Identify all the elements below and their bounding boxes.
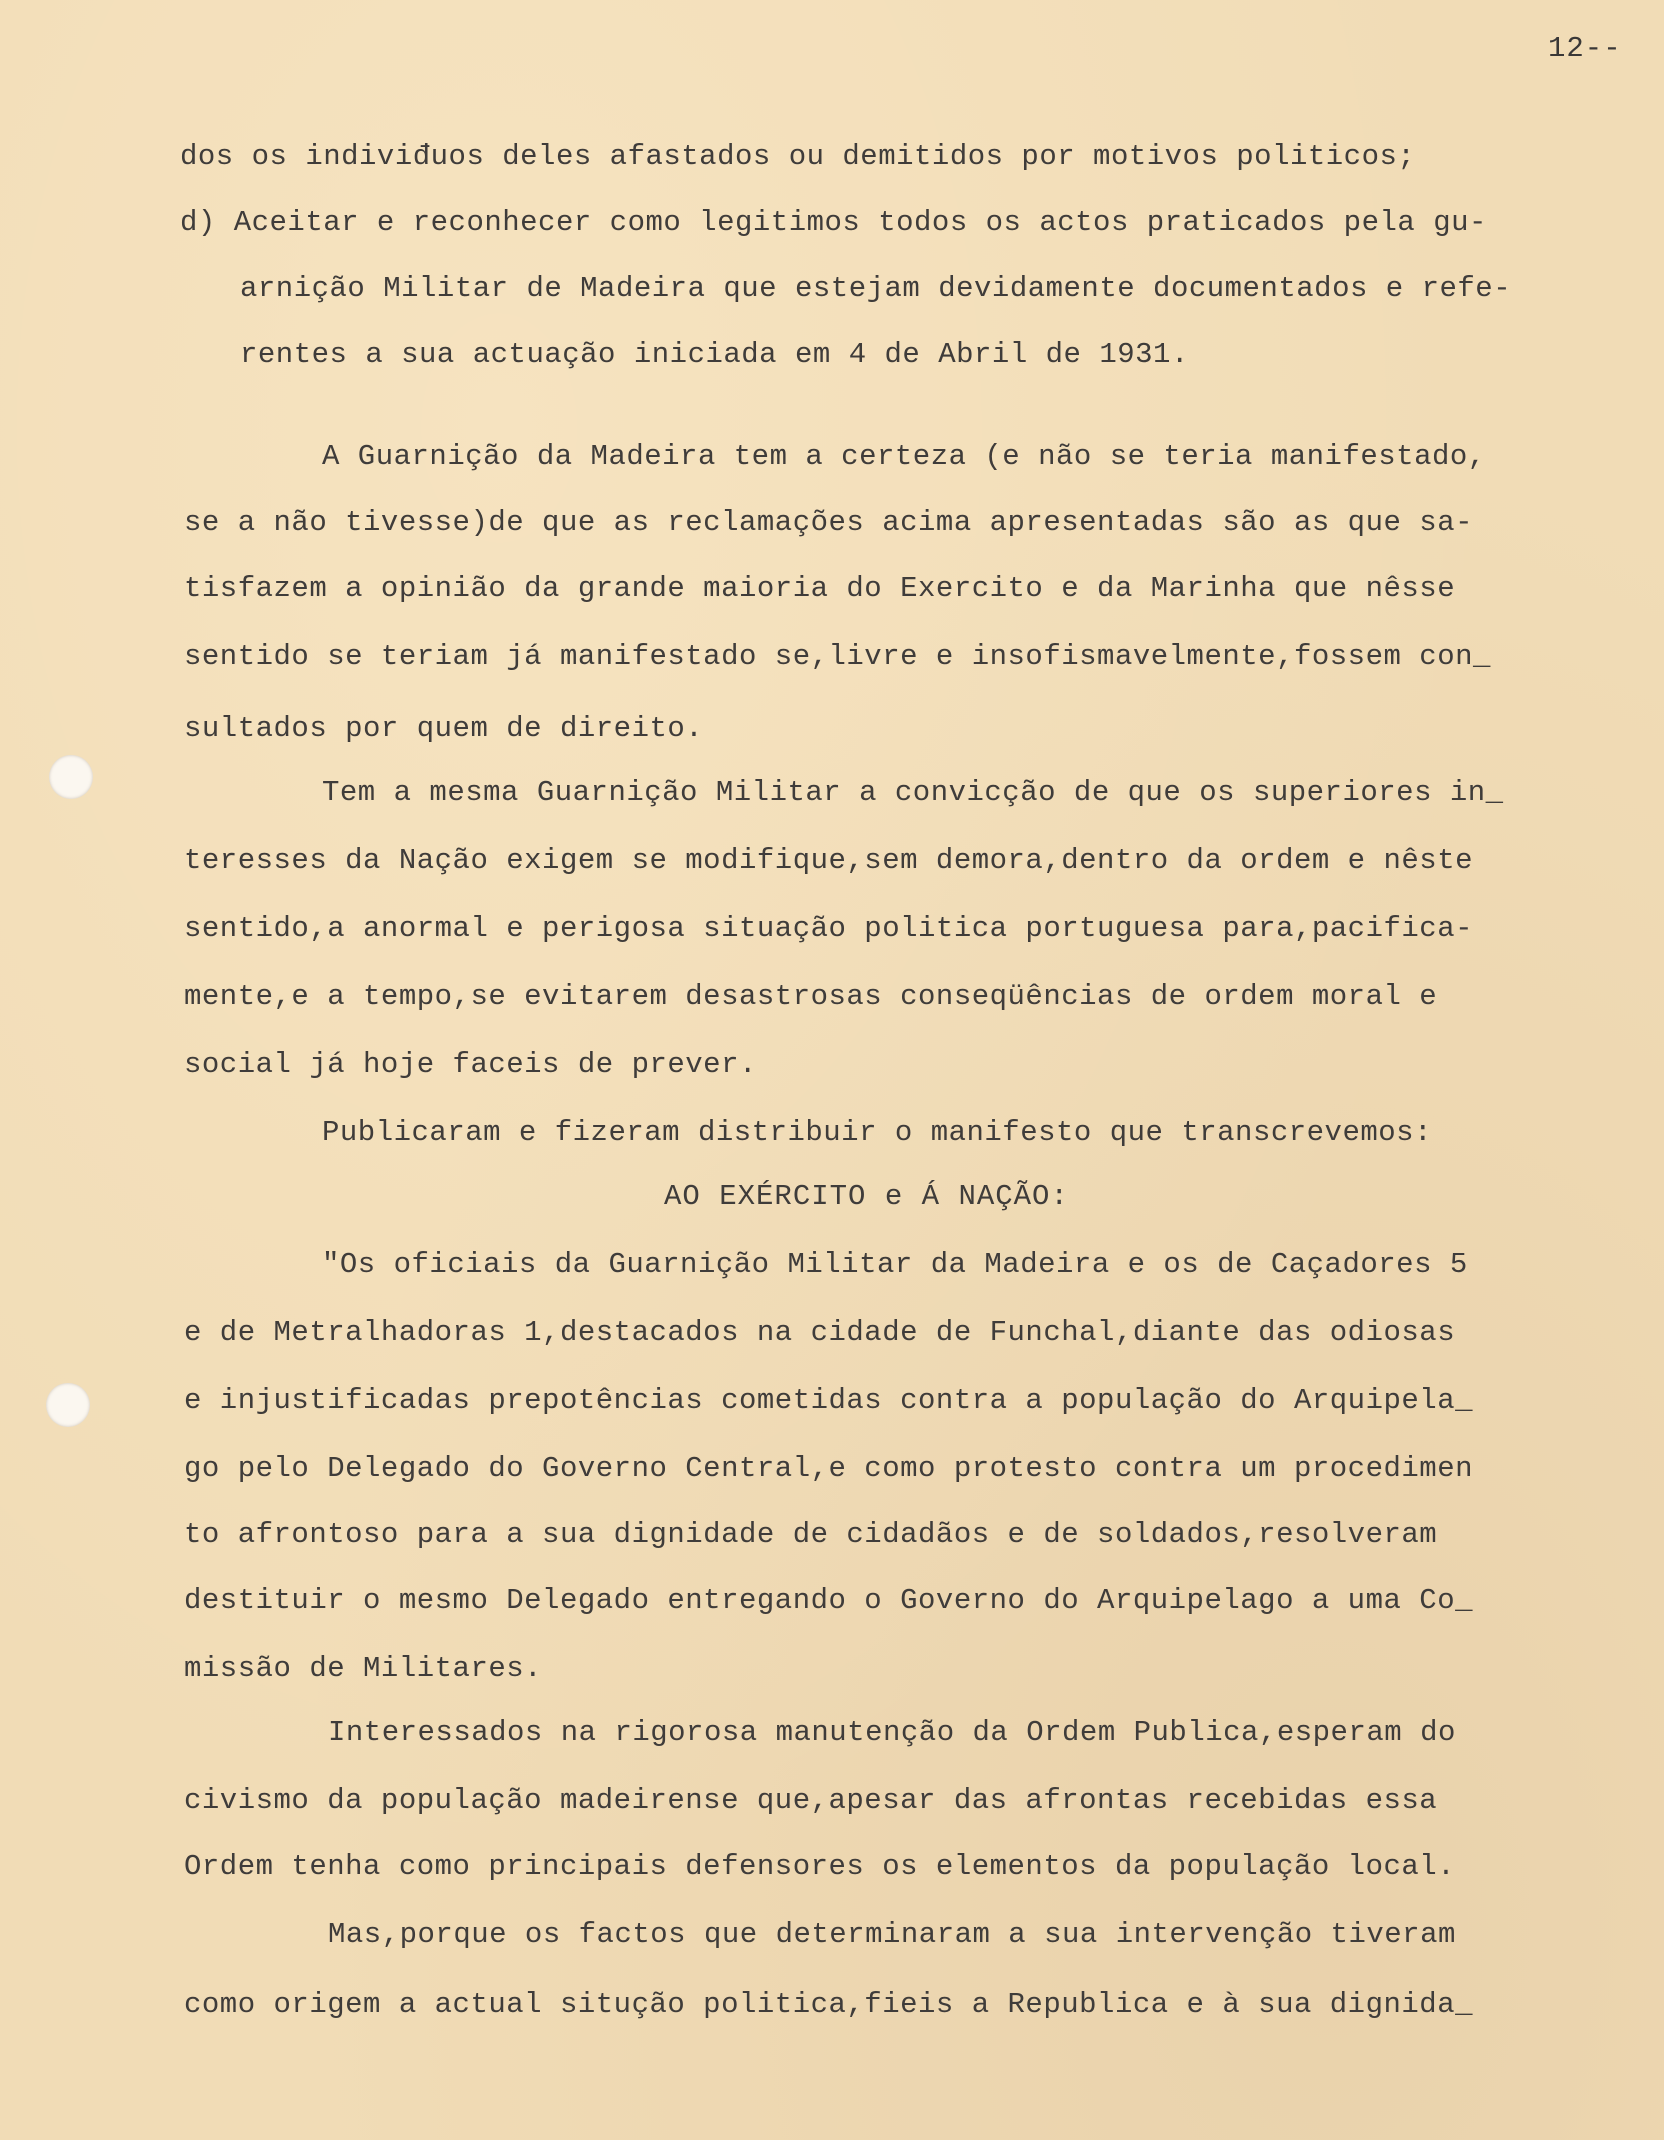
text-line: e injustificadas prepotências cometidas contra a população do Arquipela_ <box>184 1384 1474 1417</box>
text-line: dos os indiviđuos deles afastados ou demitidos por motivos politicos; <box>180 140 1416 173</box>
text-line: tisfazem a opinião da grande maioria do Exercito e da Marinha que nêsse <box>184 572 1456 605</box>
punch-hole <box>46 1383 90 1427</box>
text-line: missão de Militares. <box>184 1652 543 1685</box>
text-line: teresses da Nação exigem se modifique,sem demora,dentro da ordem e nêste <box>184 844 1474 877</box>
text-line: Mas,porque os factos que determinaram a sua intervenção tiveram <box>328 1918 1456 1951</box>
text-line: Tem a mesma Guarnição Militar a convicção de que os superiores in_ <box>322 776 1504 809</box>
text-line: go pelo Delegado do Governo Central,e como protesto contra um procedimen <box>184 1452 1474 1485</box>
text-line: mente,e a tempo,se evitarem desastrosas conseqüências de ordem moral e <box>184 980 1438 1013</box>
text-line: arnição Militar de Madeira que estejam devidamente documentados e refe- <box>240 272 1512 305</box>
text-line: Publicaram e fizeram distribuir o manifesto que transcrevemos: <box>322 1116 1432 1149</box>
manifesto-title: AO EXÉRCITO e Á NAÇÃO: <box>664 1180 1069 1213</box>
text-line: sentido,a anormal e perigosa situação politica portuguesa para,pacifica- <box>184 912 1474 945</box>
text-line: sultados por quem de direito. <box>184 712 704 745</box>
text-line: Ordem tenha como principais defensores os elementos da população local. <box>184 1850 1456 1883</box>
text-line: rentes a sua actuação iniciada em 4 de Abril de 1931. <box>240 338 1189 371</box>
text-line: e de Metralhadoras 1,destacados na cidade de Funchal,diante das odiosas <box>184 1316 1456 1349</box>
text-line: Interessados na rigorosa manutenção da Ordem Publica,esperam do <box>328 1716 1456 1749</box>
text-line: d) Aceitar e reconhecer como legitimos todos os actos praticados pela gu- <box>180 206 1487 239</box>
text-line: "Os oficiais da Guarnição Militar da Madeira e os de Caçadores 5 <box>322 1248 1468 1281</box>
text-line: civismo da população madeirense que,apesar das afrontas recebidas essa <box>184 1784 1438 1817</box>
punch-hole <box>49 755 93 799</box>
text-line: to afrontoso para a sua dignidade de cidadãos e de soldados,resolveram <box>184 1518 1438 1551</box>
text-line: se a não tivesse)de que as reclamações acima apresentadas são as que sa- <box>184 506 1474 539</box>
text-line: destituir o mesmo Delegado entregando o Governo do Arquipelago a uma Co_ <box>184 1584 1474 1617</box>
page-number: 12-- <box>1548 32 1622 65</box>
text-line: sentido se teriam já manifestado se,livre e insofismavelmente,fossem con_ <box>184 640 1491 673</box>
text-line: A Guarnição da Madeira tem a certeza (e não se teria manifestado, <box>322 440 1486 473</box>
text-line: social já hoje faceis de prever. <box>184 1048 757 1081</box>
text-line: como origem a actual situção politica,fieis a Republica e à sua dignida_ <box>184 1988 1474 2021</box>
